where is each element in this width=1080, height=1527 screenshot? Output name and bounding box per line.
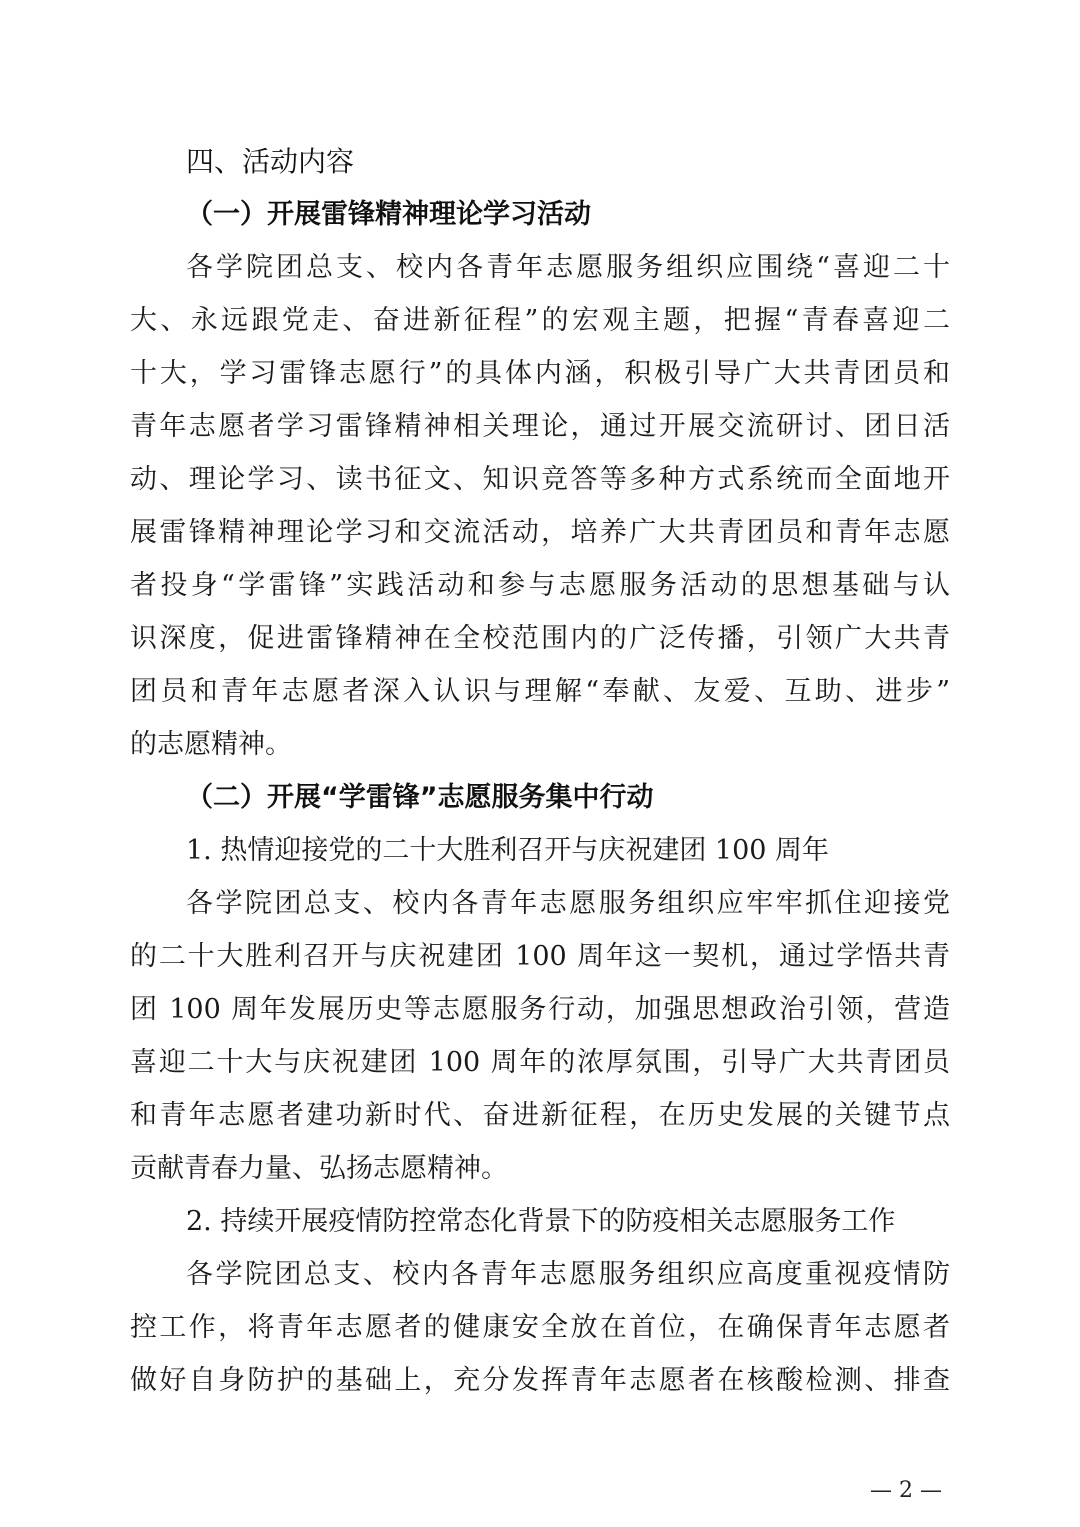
paragraph-line: 动、理论学习、读书征文、知识竞答等多种方式系统而全面地开 (130, 464, 950, 495)
item2-title: 2. 持续开展疫情防控常态化背景下的防疫相关志愿服务工作 (186, 1206, 896, 1237)
paragraph-line: 团 100 周年发展历史等志愿服务行动，加强思想政治引领，营造 (130, 994, 950, 1025)
part1-title: （一）开展雷锋精神理论学习活动 (186, 199, 591, 230)
paragraph-line: 团员和青年志愿者深入认识与理解“奉献、友爱、互助、进步” (130, 676, 950, 707)
paragraph-line: 各学院团总支、校内各青年志愿服务组织应牢牢抓住迎接党 (186, 888, 950, 919)
part1-paragraph (130, 241, 950, 771)
item2-paragraph (130, 1248, 950, 1407)
paragraph-line: 者投身“学雷锋”实践活动和参与志愿服务活动的思想基础与认 (130, 570, 950, 601)
paragraph-line: 做好自身防护的基础上，充分发挥青年志愿者在核酸检测、排查 (130, 1365, 950, 1396)
section-heading: 四、活动内容 (186, 145, 355, 178)
paragraph-line: 的志愿精神。 (130, 729, 292, 760)
paragraph-line: 识深度，促进雷锋精神在全校范围内的广泛传播，引领广大共青 (130, 623, 950, 654)
paragraph-line: 青年志愿者学习雷锋精神相关理论，通过开展交流研讨、团日活 (130, 411, 950, 442)
paragraph-line: 十大，学习雷锋志愿行”的具体内涵，积极引导广大共青团员和 (130, 358, 950, 389)
paragraph-line: 贡献青春力量、弘扬志愿精神。 (130, 1153, 508, 1184)
paragraph-line: 和青年志愿者建功新时代、奋进新征程，在历史发展的关键节点 (130, 1100, 950, 1131)
paragraph-line: 喜迎二十大与庆祝建团 100 周年的浓厚氛围，引导广大共青团员 (130, 1047, 950, 1078)
page-number: — 2 — (870, 1478, 942, 1503)
paragraph-line: 控工作，将青年志愿者的健康安全放在首位，在确保青年志愿者 (130, 1312, 950, 1343)
item1-title: 1. 热情迎接党的二十大胜利召开与庆祝建团 100 周年 (186, 835, 830, 866)
document-body (130, 135, 950, 1407)
paragraph-line: 的二十大胜利召开与庆祝建团 100 周年这一契机，通过学悟共青 (130, 941, 950, 972)
item1-paragraph (130, 877, 950, 1195)
part2-title: （二）开展“学雷锋”志愿服务集中行动 (186, 782, 654, 813)
paragraph-line: 大、永远跟党走、奋进新征程”的宏观主题，把握“青春喜迎二 (130, 305, 950, 336)
paragraph-line: 各学院团总支、校内各青年志愿服务组织应围绕“喜迎二十 (186, 252, 950, 283)
paragraph-line: 各学院团总支、校内各青年志愿服务组织应高度重视疫情防 (186, 1259, 950, 1290)
paragraph-line: 展雷锋精神理论学习和交流活动，培养广大共青团员和青年志愿 (130, 517, 950, 548)
